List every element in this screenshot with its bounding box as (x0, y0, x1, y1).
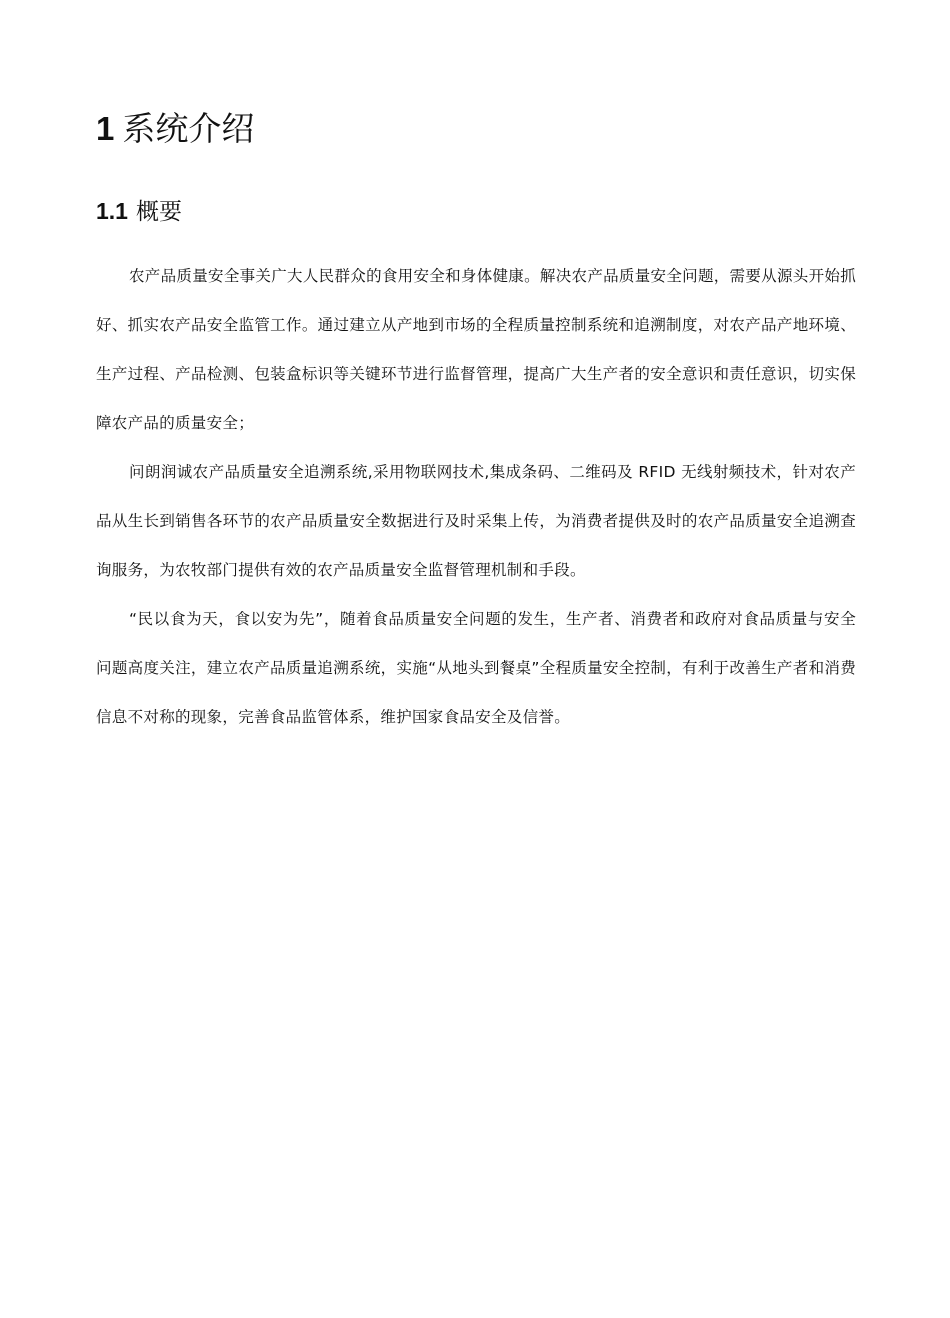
chapter-title: 系统介绍 (122, 109, 255, 148)
paragraph-2: 问朗润诚农产品质量安全追溯系统,采用物联网技术,集成条码、二维码及 RFID 无线射频技术，针对农产品从生长到销售各环节的农产品质量安全数据进行及时采集上传，为消费者提供及时的农产品质量安全追溯查询服务，为农牧部门提供有效的农产品质量安全监督管理机制和手段。 (96, 463, 856, 579)
section-number: 1.1 (96, 198, 128, 224)
chapter-heading (96, 105, 254, 153)
paragraph-3: “民以食为天，食以安为先”，随着食品质量安全问题的发生，生产者、消费者和政府对食品质量与安全问题高度关注，建立农产品质量追溯系统，实施“从地头到餐桌”全程质量安全控制，有利于改善生产者和消费信息不对称的现象，完善食品监管体系，维护国家食品安全及信誉。 (96, 610, 856, 726)
section-heading (96, 194, 182, 229)
section-body (96, 252, 856, 742)
section-title: 概要 (135, 199, 182, 225)
paragraph-1: 农产品质量安全事关广大人民群众的食用安全和身体健康。解决农产品质量安全问题，需要从源头开始抓好、抓实农产品安全监管工作。通过建立从产地到市场的全程质量控制系统和追溯制度，对农产品产地环境、生产过程、产品检测、包装盒标识等关键环节进行监督管理，提高广大生产者的安全意识和责任意识，切实保障农产品的质量安全； (96, 267, 856, 432)
chapter-number: 1 (96, 110, 115, 147)
